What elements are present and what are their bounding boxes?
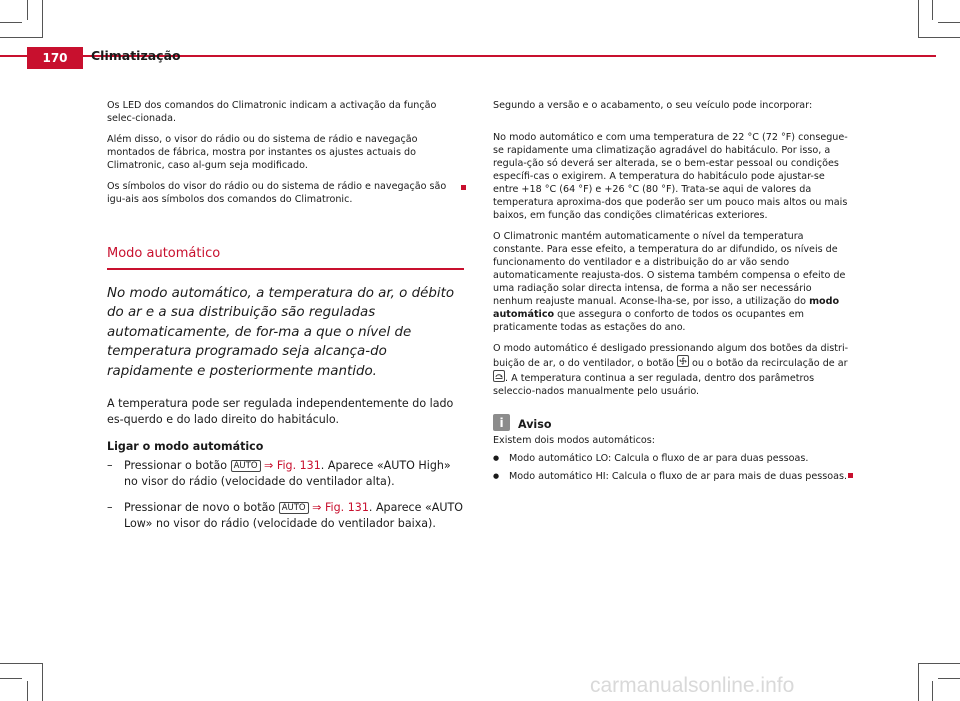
list-item [493, 452, 851, 465]
crop-mark [918, 0, 919, 38]
page-number: 170 [27, 47, 83, 69]
list-item-text: Modo automático HI: Calcula o fluxo de ar para mais de duas pessoas. [509, 471, 848, 482]
step-text-part: Pressionar de novo o botão [124, 501, 276, 514]
paragraph [493, 342, 851, 398]
section-title: Modo automático [107, 246, 221, 261]
paragraph-text: ou o botão da recirculação de ar [691, 358, 848, 369]
crop-mark [42, 0, 43, 38]
instruction-step [107, 500, 464, 531]
paragraph-text: O modo automático é desligado pressionando algum dos botões da distri-buição de ar, o do ventilador, o botão [493, 343, 849, 369]
crop-mark [0, 678, 22, 679]
step-text [124, 458, 464, 489]
step-text-part: . Aparece «AUTO Low» no visor do rádio (velocidade do ventilador baixa). [124, 501, 463, 530]
paragraph: No modo automático e com uma temperatura de 22 °C (72 °F) consegue-se rapidamente uma climatização agradável do habitáculo. Por isso, a regula-ção só deverá ser alterada, se o bem-estar pessoal ou condições específi-cas o exigirem. A temperatura do habitáculo pode ajustar-se entre +18 °C (64 °F) e +26 °C (80 °F). Trata-se aqui de valores da temperatura aproxima-dos que poderão ser um pouco mais altos ou mais baixos, em função das condições climatéricas exteriores. [493, 132, 848, 221]
list-item [493, 470, 851, 483]
crop-mark [918, 37, 960, 38]
left-column [107, 99, 464, 531]
recirculation-button-icon [493, 370, 505, 382]
figure-link[interactable]: ⇒ Fig. 131 [312, 501, 369, 514]
crop-mark [932, 681, 933, 701]
step-text [124, 500, 464, 531]
section-rule [107, 268, 464, 270]
note-intro: Existem dois modos automáticos: [493, 435, 655, 446]
step-text-part: Pressionar o botão [124, 459, 228, 472]
paragraph: Além disso, o visor do rádio ou do sistema de rádio e navegação montados de fábrica, mostra por instantes os ajustes actuais do Climatronic, caso al-gum seja modificado. [107, 134, 418, 171]
bullet-icon: ● [493, 472, 500, 480]
subheading: Ligar o modo automático [107, 440, 264, 453]
paragraph [493, 230, 851, 334]
intro-paragraph: No modo automático, a temperatura do ar, o débito do ar e a sua distribuição são reguladas automaticamente, de for-ma a que o nível de temperatura programado seja alcança-do rapidamente e posteriormente mantido. [107, 285, 455, 379]
crop-mark [27, 681, 28, 701]
chapter-title: Climatização [91, 48, 181, 63]
crop-mark [0, 22, 22, 23]
info-icon: i [493, 414, 510, 431]
section-end-icon [461, 185, 466, 190]
fan-button-icon [677, 355, 689, 367]
crop-mark [42, 663, 43, 701]
section-end-icon [848, 473, 853, 478]
list-item-text: Modo automático LO: Calcula o fluxo de ar para duas pessoas. [509, 453, 809, 464]
paragraph-text: Os símbolos do visor do rádio ou do sistema de rádio e navegação são igu-ais aos símbolos dos comandos do Climatronic. [107, 181, 447, 205]
paragraph [107, 180, 464, 206]
auto-key-icon: AUTO [231, 460, 261, 472]
paragraph-text: . A temperatura continua a ser regulada, dentro dos parâmetros seleccio-nados manualmente pelo usuário. [493, 373, 815, 397]
paragraph: A temperatura pode ser regulada independentemente do lado es-querdo e do lado direito do habitáculo. [107, 397, 454, 426]
emphasis: modo automático [493, 296, 840, 320]
paragraph: Os LED dos comandos do Climatronic indicam a activação da função selec-cionada. [107, 100, 437, 124]
paragraph-text: que assegura o conforto de todos os ocupantes em praticamente todas as estações do ano. [493, 309, 804, 333]
crop-mark [27, 0, 28, 20]
paragraph-text: O Climatronic mantém automaticamente o nível da temperatura constante. Para esse efeito, a temperatura do ar difundido, os níveis de funcionamento do ventilador e a distribuição do ar vão sendo automaticamente reajusta-dos. O sistema também compensa o efeito de uma radiação solar directa intensa, de forma a não ser necessário nenhum reajuste manual. Aconse-lha-se, por isso, a utilização do [493, 231, 846, 307]
crop-mark [918, 663, 960, 664]
crop-mark [938, 678, 960, 679]
watermark: carmanualsonline.info [590, 674, 795, 697]
instruction-step [107, 458, 464, 489]
crop-mark [932, 0, 933, 20]
figure-link[interactable]: ⇒ Fig. 131 [264, 459, 321, 472]
crop-mark [918, 663, 919, 701]
crop-mark [0, 663, 42, 664]
note-header [493, 414, 851, 431]
crop-mark [938, 22, 960, 23]
bullet-icon: ● [493, 454, 500, 462]
auto-key-icon: AUTO [279, 502, 309, 514]
step-dash: – [107, 501, 113, 514]
step-dash: – [107, 459, 113, 472]
paragraph: Segundo a versão e o acabamento, o seu veículo pode incorporar: [493, 100, 813, 111]
crop-mark [0, 37, 42, 38]
right-column [493, 99, 851, 483]
step-text-part: . Aparece «AUTO High» no visor do rádio (velocidade do ventilador alta). [124, 459, 451, 488]
note-title: Aviso [518, 418, 552, 431]
